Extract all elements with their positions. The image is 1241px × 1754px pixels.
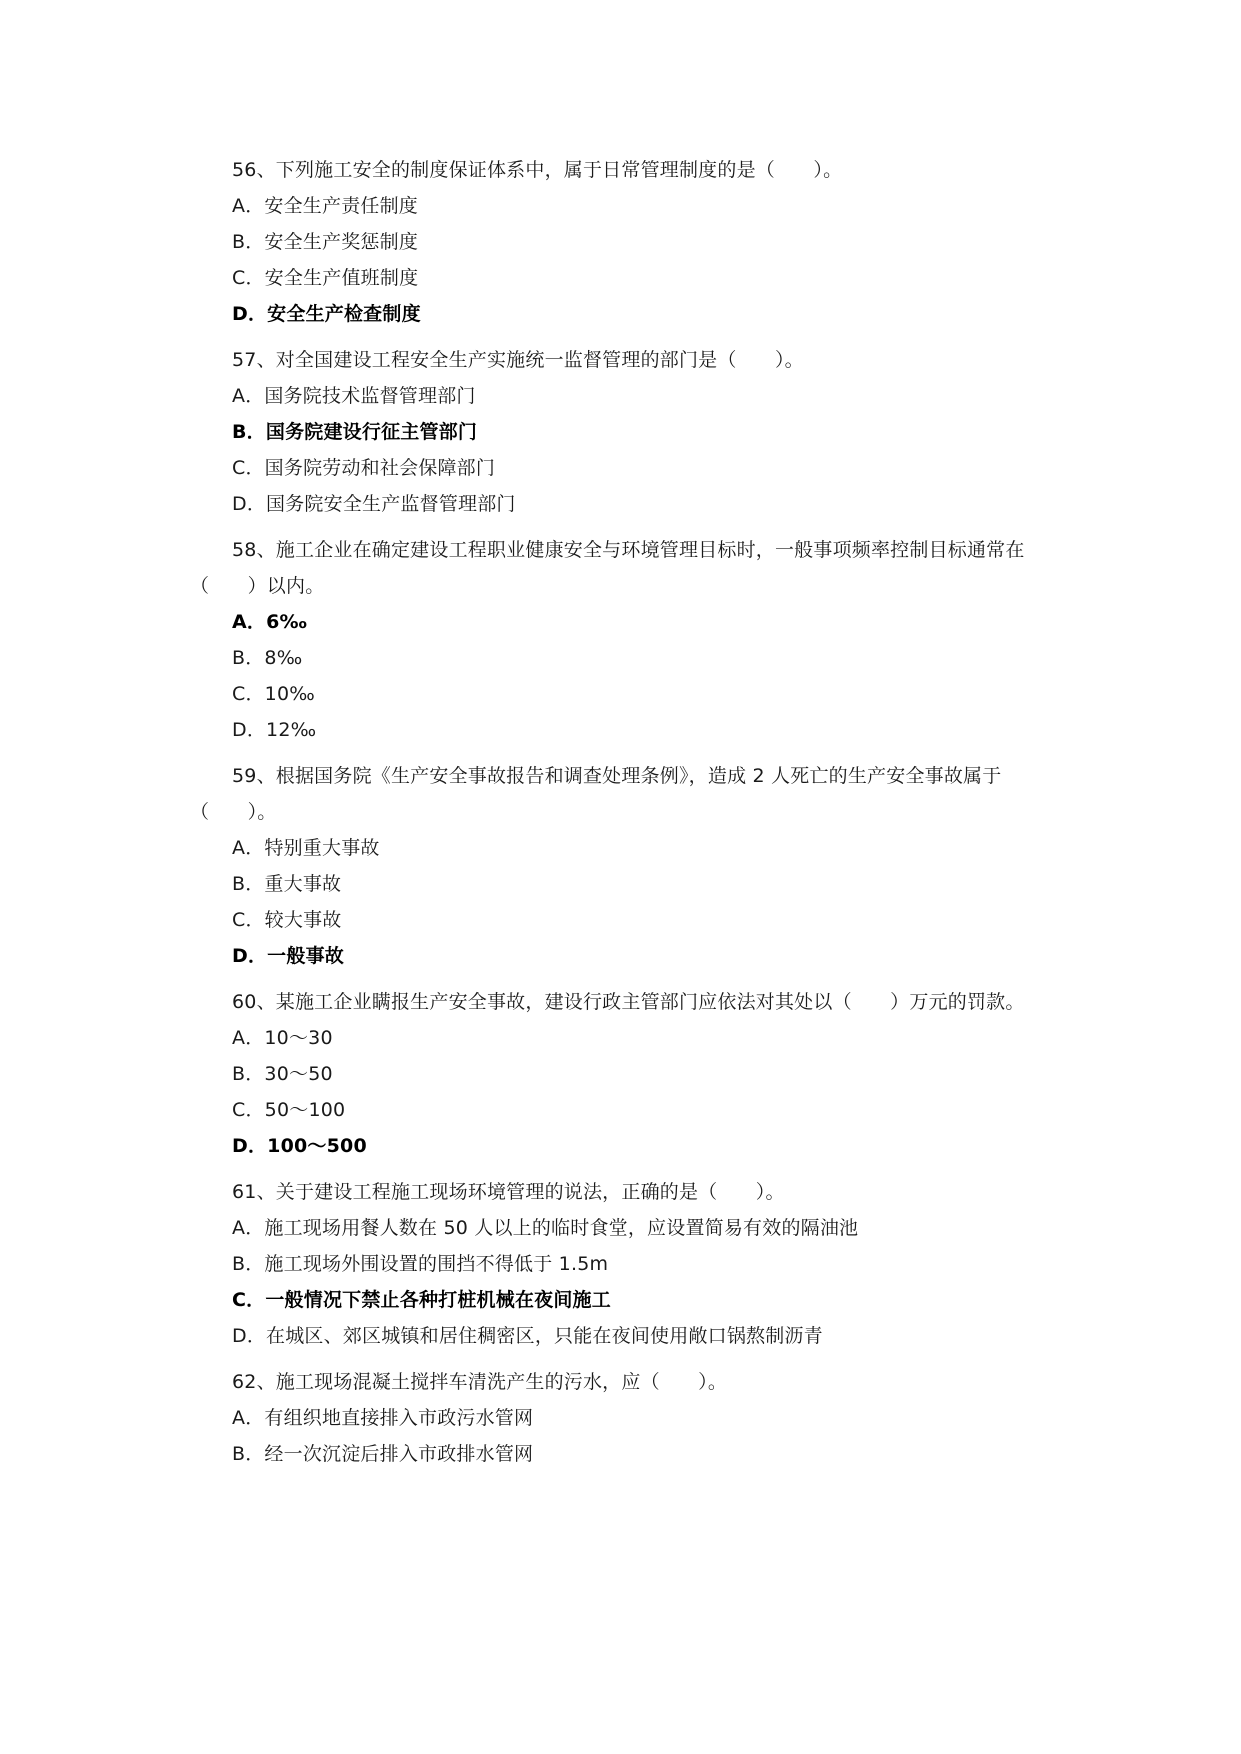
question-stem: 60、某施工企业瞒报生产安全事故，建设行政主管部门应依法对其处以（ ）万元的罚款。 [232, 991, 1025, 1013]
option-a: A．有组织地直接排入市政污水管网 [232, 1407, 534, 1429]
option-a-answer: A．6‰ [232, 611, 308, 633]
option-c: C．安全生产值班制度 [232, 267, 419, 289]
option-d-answer: D．安全生产检查制度 [232, 303, 421, 325]
option-a: A．安全生产责任制度 [232, 195, 418, 217]
option-c: C．50～100 [232, 1099, 346, 1121]
question-59 [190, 758, 1060, 974]
question-58 [190, 532, 1060, 748]
question-stem: 57、对全国建设工程安全生产实施统一监督管理的部门是（ ）。 [232, 349, 804, 371]
question-stem: 61、关于建设工程施工现场环境管理的说法，正确的是（ ）。 [232, 1181, 785, 1203]
question-stem: 59、根据国务院《生产安全事故报告和调查处理条例》，造成 2 人死亡的生产安全事故属于（ ）。 [190, 765, 1002, 823]
option-c: C．国务院劳动和社会保障部门 [232, 457, 496, 479]
question-stem: 62、施工现场混凝土搅拌车清洗产生的污水，应（ ）。 [232, 1371, 728, 1393]
option-b-answer: B．国务院建设行征主管部门 [232, 421, 478, 443]
option-c-answer: C．一般情况下禁止各种打桩机械在夜间施工 [232, 1289, 611, 1311]
question-list [190, 152, 1060, 1482]
option-a: A．施工现场用餐人数在 50 人以上的临时食堂，应设置简易有效的隔油池 [232, 1217, 859, 1239]
question-stem: 56、下列施工安全的制度保证体系中，属于日常管理制度的是（ ）。 [232, 159, 843, 181]
option-d: D．在城区、郊区城镇和居住稠密区，只能在夜间使用敞口锅熬制沥青 [232, 1325, 823, 1347]
option-b: B．重大事故 [232, 873, 342, 895]
option-d: D．国务院安全生产监督管理部门 [232, 493, 516, 515]
option-a: A．特别重大事故 [232, 837, 380, 859]
question-56 [190, 152, 1060, 332]
option-b: B．经一次沉淀后排入市政排水管网 [232, 1443, 534, 1465]
question-57 [190, 342, 1060, 522]
option-c: C．较大事故 [232, 909, 342, 931]
option-d: D．12‰ [232, 719, 317, 741]
option-c: C．10‰ [232, 683, 315, 705]
option-a: A．国务院技术监督管理部门 [232, 385, 476, 407]
option-b: B．8‰ [232, 647, 303, 669]
option-b: B．施工现场外围设置的围挡不得低于 1.5m [232, 1253, 609, 1275]
question-62 [190, 1364, 1060, 1472]
option-b: B．安全生产奖惩制度 [232, 231, 419, 253]
option-d-answer: D．一般事故 [232, 945, 344, 967]
question-stem: 58、施工企业在确定建设工程职业健康安全与环境管理目标时，一般事项频率控制目标通常在（ ）以内。 [190, 539, 1025, 597]
option-b: B．30～50 [232, 1063, 333, 1085]
option-d-answer: D．100～500 [232, 1135, 367, 1157]
option-a: A．10～30 [232, 1027, 333, 1049]
question-61 [190, 1174, 1060, 1354]
question-60 [190, 984, 1060, 1164]
